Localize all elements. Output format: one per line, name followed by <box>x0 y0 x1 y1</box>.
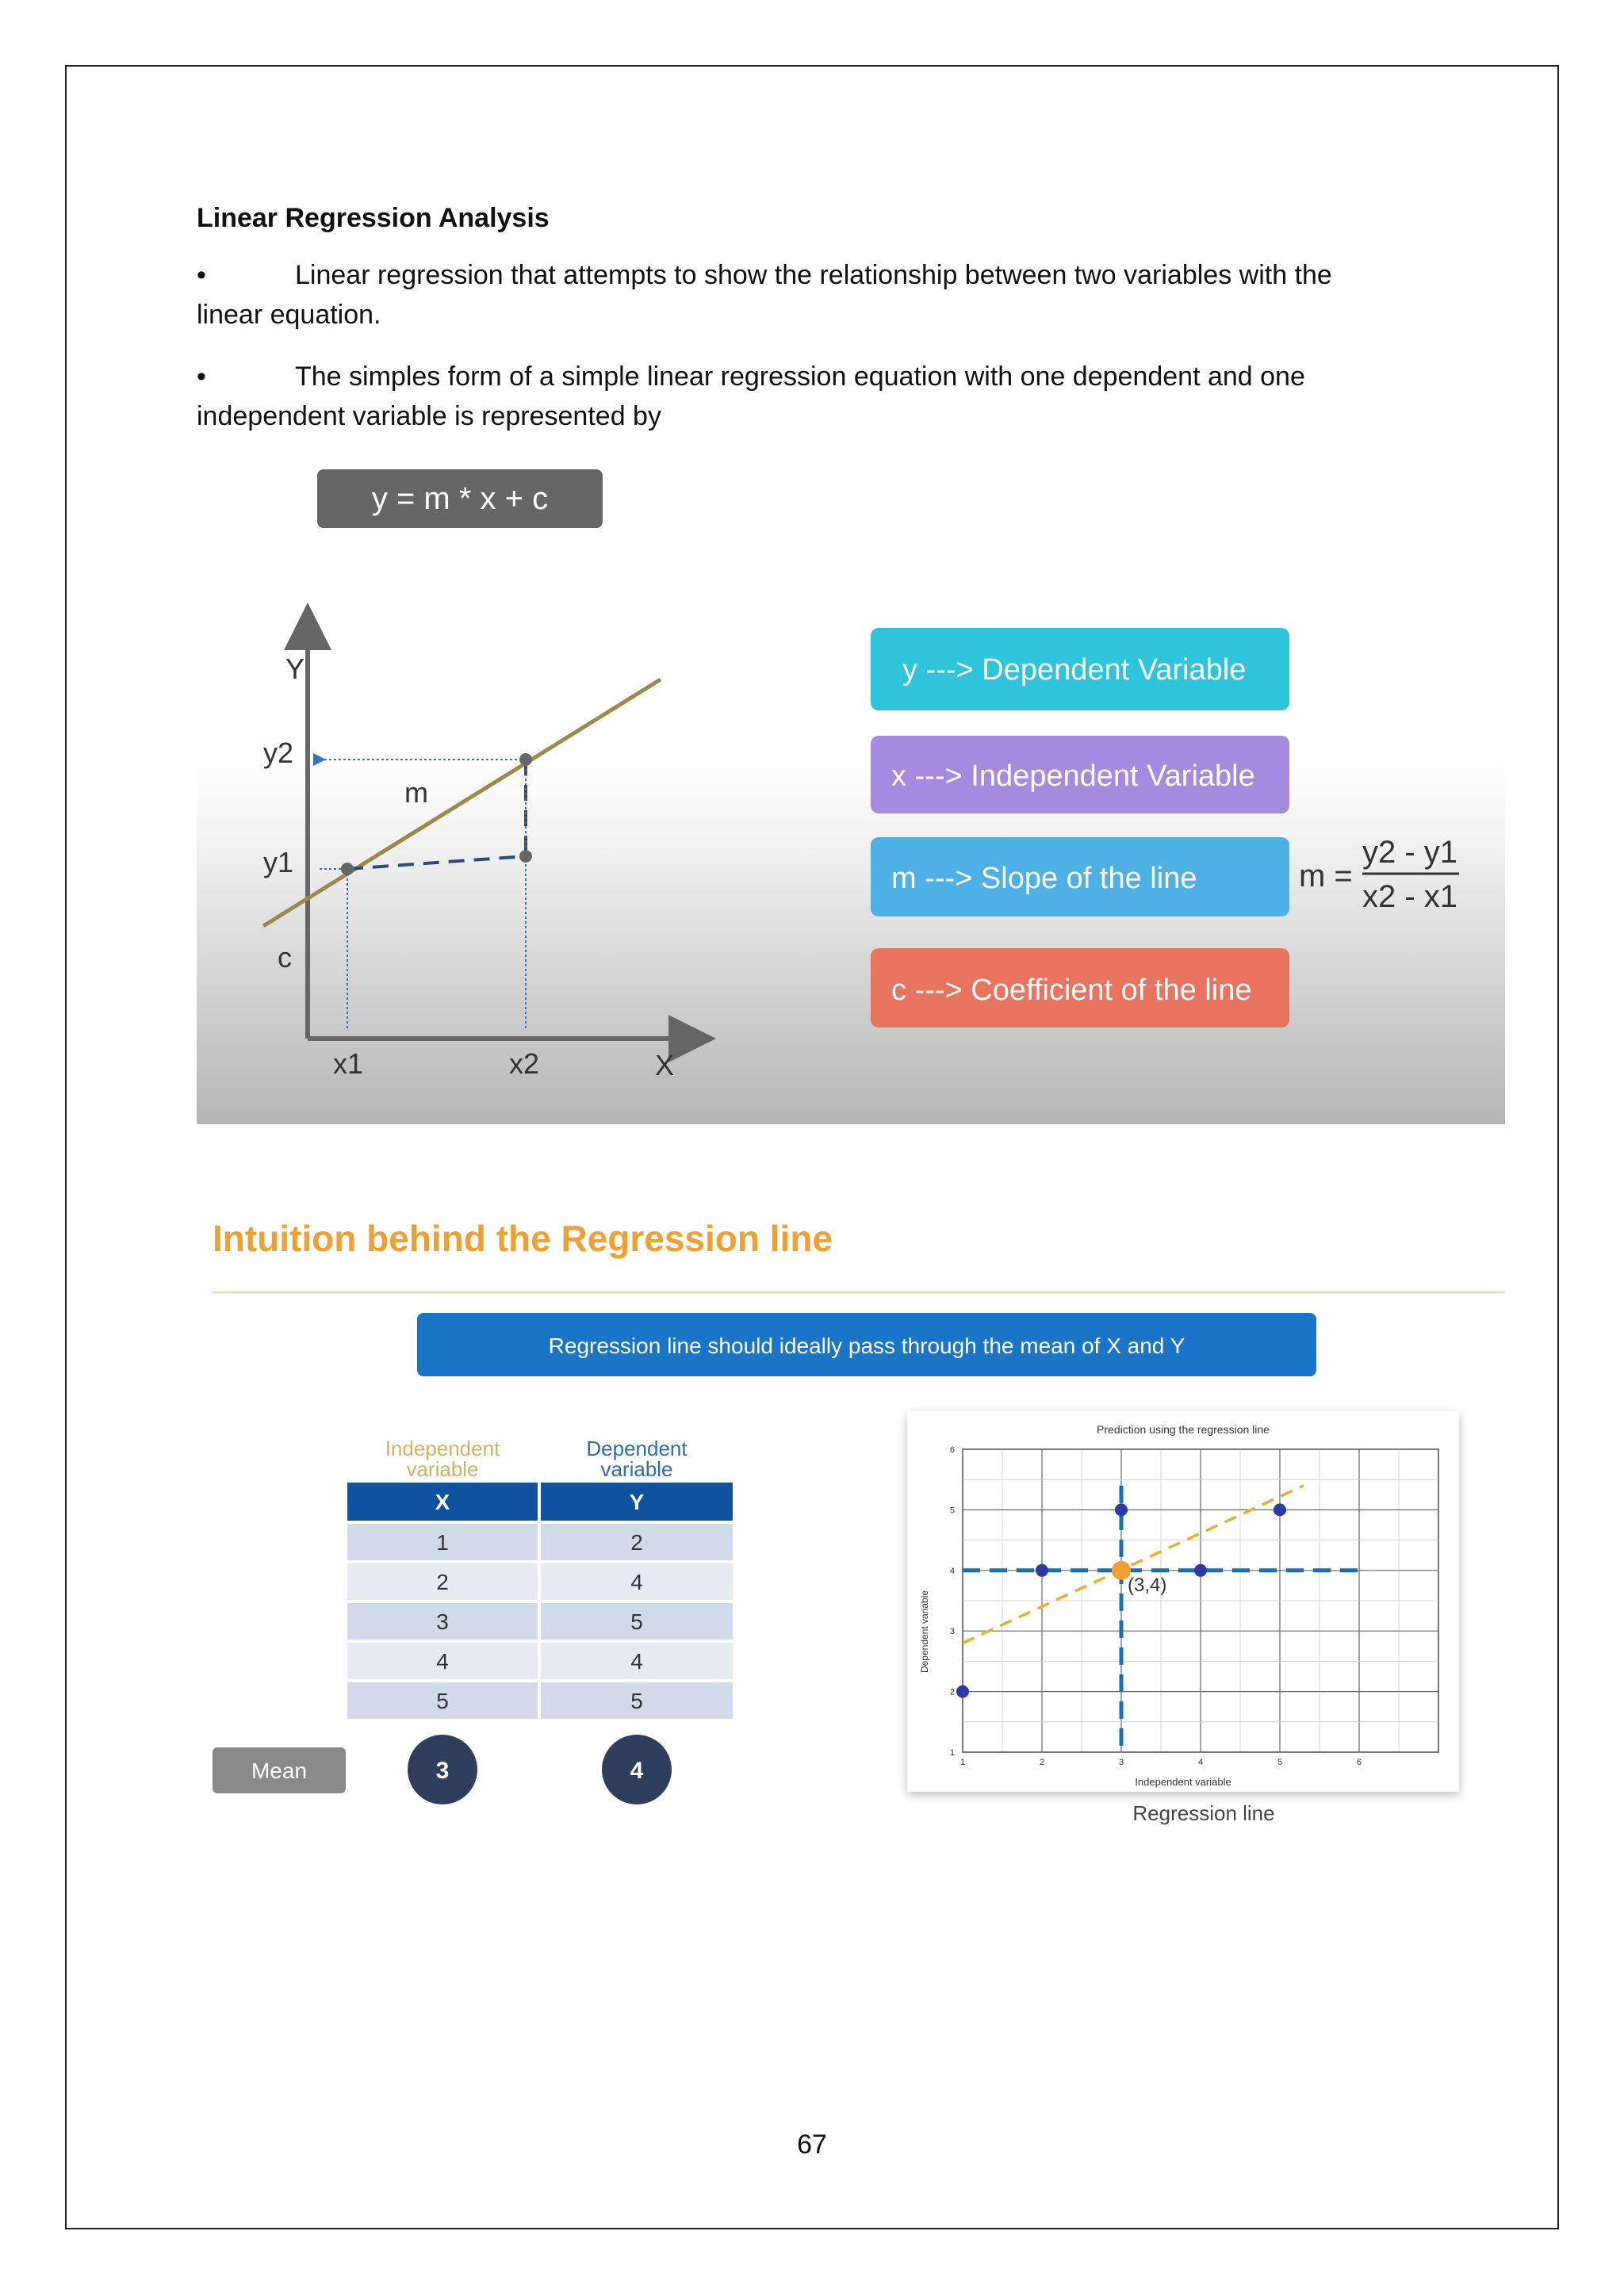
chart-ylabel: Dependent variable <box>919 1590 930 1674</box>
data-point <box>1194 1564 1207 1577</box>
label-x1: x1 <box>333 1047 364 1080</box>
chart-xlabel: Independent variable <box>1135 1776 1231 1788</box>
legend-independent <box>871 736 1289 813</box>
point-x2-y2 <box>519 753 532 766</box>
legend-dependent <box>871 628 1289 710</box>
label-y1: y1 <box>263 846 294 878</box>
equation-text: y = m * x + c <box>371 481 549 516</box>
mean-label: Mean <box>251 1758 308 1783</box>
bullet-2-line-1: The simples form of a simple linear regression equation with one dependent and one <box>295 362 1305 392</box>
y-tick-label: 4 <box>949 1566 955 1576</box>
legend-coefficient-text: c ---> Coefficient of the line <box>891 974 1252 1007</box>
group-label-y: Dependent <box>586 1437 688 1460</box>
bullet-paragraph-2 <box>197 357 1418 436</box>
bullet-icon: • <box>197 362 206 392</box>
label-x2: x2 <box>509 1047 540 1080</box>
x-tick-label: 3 <box>1118 1758 1124 1767</box>
data-point <box>956 1686 969 1698</box>
regression-intuition-figure <box>197 1213 1505 1847</box>
y-tick-label: 3 <box>949 1627 955 1637</box>
data-table <box>347 1437 733 1719</box>
figure2-title: Intuition behind the Regression line <box>213 1218 833 1259</box>
table-body <box>347 1524 733 1719</box>
y-tick-label: 2 <box>949 1687 955 1697</box>
banner-text: Regression line should ideally pass through the mean of X and Y <box>548 1334 1185 1358</box>
x-tick-label: 1 <box>959 1758 966 1767</box>
table-value-x: 5 <box>436 1689 449 1713</box>
formula-lhs: m = <box>1299 859 1353 894</box>
group-label-x-2: variable <box>406 1457 479 1481</box>
axis-label-y: Y <box>285 652 305 685</box>
table-value-x: 2 <box>436 1570 449 1594</box>
bullet-1-line-2: linear equation. <box>197 300 381 330</box>
table-value-x: 3 <box>436 1609 449 1634</box>
data-point <box>1274 1503 1286 1516</box>
y-tick-label: 5 <box>949 1506 955 1516</box>
data-point <box>1115 1503 1128 1516</box>
bullet-1-line-1: Linear regression that attempts to show the relationship between two variables with the <box>295 260 1332 290</box>
x-tick-label: 4 <box>1197 1758 1204 1767</box>
table-value-y: 5 <box>630 1689 643 1713</box>
table-value-x: 4 <box>436 1649 449 1674</box>
corner-point <box>519 850 532 863</box>
table-value-y: 4 <box>630 1649 643 1674</box>
legend-dependent-text: y ---> Dependent Variable <box>902 653 1247 687</box>
label-y2: y2 <box>263 737 294 769</box>
linear-equation-figure <box>197 452 1505 1124</box>
page-number: 67 <box>797 2130 827 2160</box>
formula-denominator: x2 - x1 <box>1362 879 1458 914</box>
bullet-icon: • <box>197 260 206 290</box>
legend-coefficient <box>871 948 1289 1027</box>
header-text-x: X <box>435 1490 450 1514</box>
label-m: m <box>404 776 428 809</box>
x-tick-label: 6 <box>1356 1758 1362 1767</box>
axis-label-x: X <box>655 1049 675 1081</box>
formula-numerator: y2 - y1 <box>1362 835 1458 870</box>
point-x1-y1 <box>341 863 354 875</box>
x-tick-label: 2 <box>1039 1758 1045 1767</box>
header-text-y: Y <box>629 1490 645 1514</box>
bullet-paragraph-1 <box>197 255 1418 335</box>
mean-annotation: (3,4) <box>1128 1574 1167 1596</box>
regression-scatter-plot <box>950 1445 1438 1767</box>
data-point <box>1036 1564 1048 1577</box>
y-tick-label: 1 <box>949 1748 955 1758</box>
table-value-y: 4 <box>630 1570 643 1594</box>
mean-x-value: 3 <box>435 1758 450 1784</box>
x-tick-label: 5 <box>1277 1758 1283 1767</box>
mean-y-value: 4 <box>630 1758 644 1784</box>
legend-slope <box>871 837 1289 916</box>
table-value-y: 5 <box>630 1609 643 1634</box>
chart-caption: Regression line <box>1132 1801 1275 1825</box>
section-heading: Linear Regression Analysis <box>197 203 550 233</box>
chart-title: Prediction using the regression line <box>1097 1423 1270 1436</box>
table-value-x: 1 <box>436 1530 449 1555</box>
table-value-y: 2 <box>630 1530 643 1555</box>
legend-slope-text: m ---> Slope of the line <box>891 862 1197 895</box>
y-tick-label: 6 <box>949 1445 955 1455</box>
label-c: c <box>278 941 292 974</box>
legend-independent-text: x ---> Independent Variable <box>891 760 1255 793</box>
group-label-y-2: variable <box>600 1457 673 1481</box>
bullet-2-line-2: independent variable is represented by <box>197 401 661 431</box>
group-label-x: Independent <box>385 1437 500 1460</box>
